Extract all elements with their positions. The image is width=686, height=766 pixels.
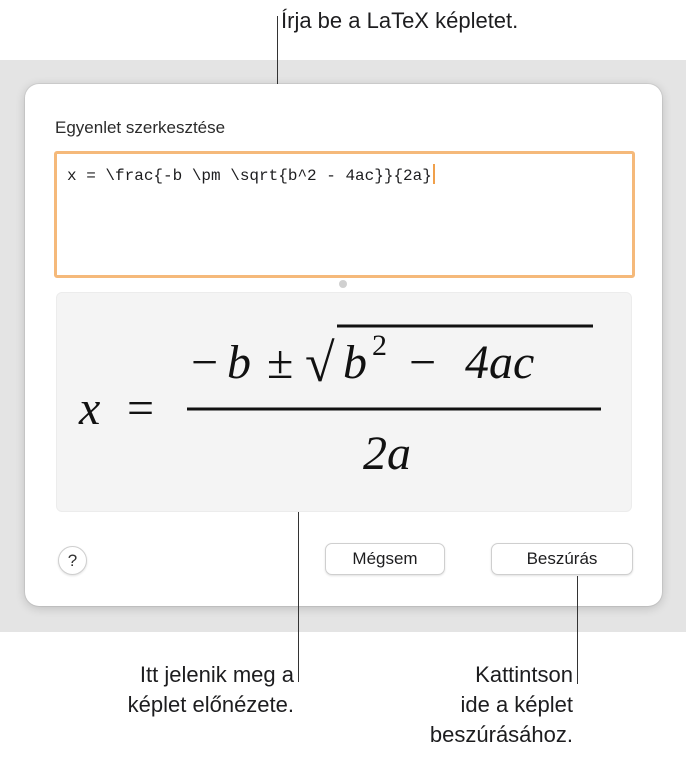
help-button[interactable]: ? [58, 546, 87, 575]
formula-pm: ± [267, 336, 294, 389]
dialog-title: Egyenlet szerkesztése [55, 118, 226, 137]
formula-numerator-minus: − [191, 336, 219, 389]
callout-insert: Kattintson ide a képlet beszúrásához. [429, 662, 573, 747]
insert-button[interactable]: Beszúrás [491, 543, 633, 575]
latex-input-text: x = \frac{-b \pm \sqrt{b^2 - 4ac}}{2a} [67, 164, 435, 185]
formula-denominator: 2a [363, 427, 411, 480]
cancel-button[interactable]: Mégsem [325, 543, 445, 575]
formula-sqrt-b: b [343, 336, 367, 389]
formula-equals: = [127, 382, 155, 435]
formula-radical: √ [305, 333, 335, 393]
equation-preview [56, 292, 632, 512]
resize-handle[interactable] [339, 280, 347, 288]
equation-dialog [25, 84, 662, 606]
formula-term: 4ac [465, 336, 535, 389]
formula-exponent: 2 [372, 329, 387, 362]
text-caret [433, 164, 435, 184]
callout-line-insert [577, 576, 578, 684]
latex-input[interactable] [54, 151, 635, 278]
formula-minus: − [409, 336, 437, 389]
callout-line-preview [298, 512, 299, 682]
callout-preview: Itt jelenik meg a képlet előnézete. [127, 662, 294, 717]
formula-render [57, 293, 631, 511]
callout-enter-latex: Írja be a LaTeX képletet. [281, 8, 519, 33]
formula-numerator-b: b [227, 336, 251, 389]
formula-lhs: x [79, 382, 101, 435]
